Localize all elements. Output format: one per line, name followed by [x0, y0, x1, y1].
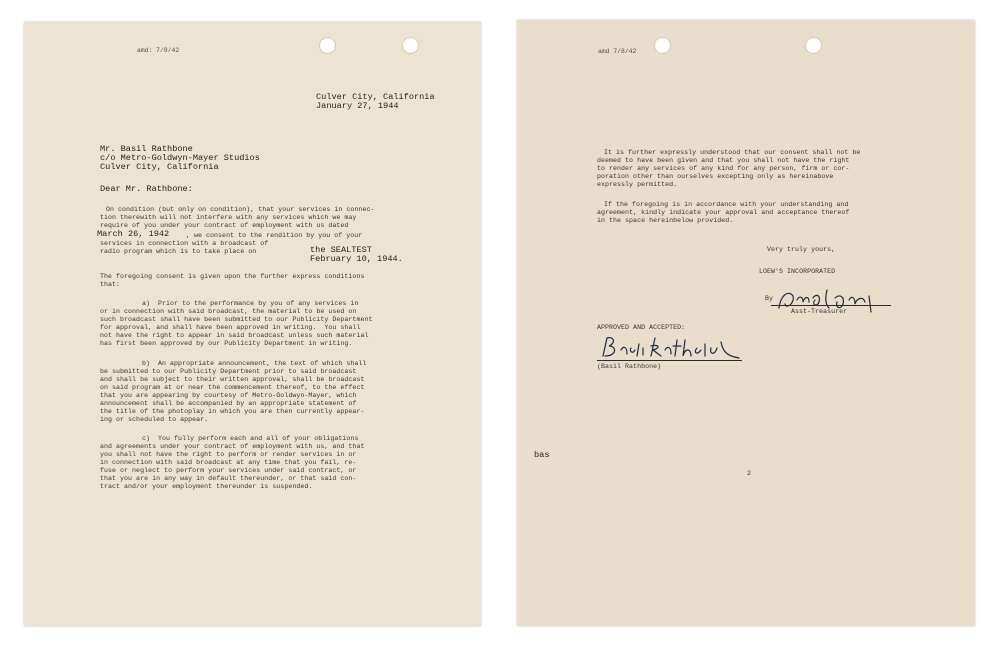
condition-a-line: has first been approved by our Publicity Department in writing.: [100, 340, 353, 347]
approved-label: APPROVED AND ACCEPTED:: [597, 324, 686, 331]
file-initials: amd 7/8/42: [598, 48, 637, 55]
para1-line: On condition (but only on condition), that your services in connec-: [106, 206, 375, 213]
letter-page-1: [24, 22, 481, 626]
by-label: By: [765, 295, 774, 302]
para1-line: poration other than ourselves excepting only as hereinabove: [597, 173, 834, 180]
acceptance-line: [597, 360, 742, 361]
broadcast-date: February 10, 1944.: [310, 254, 403, 264]
addressee-line: Mr. Basil Rathbone: [100, 144, 193, 154]
condition-a-line: a) Prior to the performance by you of any services in: [142, 300, 359, 307]
para2-line: that:: [100, 281, 121, 288]
page-number: 2: [747, 470, 752, 477]
para1-line: It is further expressly understood that our consent shall not be: [604, 149, 861, 156]
punch-hole: [805, 37, 822, 54]
signer-title: Asst-Treasurer: [791, 308, 848, 315]
signature-line: [771, 305, 891, 306]
condition-b-line: on said program at or near the commencement thereof, to the effect: [100, 384, 365, 391]
salutation: Dear Mr. Rathbone:: [100, 184, 193, 194]
condition-a-line: or in connection with said broadcast, the material to be used on: [100, 308, 357, 315]
condition-c-line: in connection with said broadcast at any time that you fail, re-: [100, 459, 357, 466]
condition-b-line: be submitted to our Publicity Department prior to said broadcast: [100, 368, 357, 375]
para1-line: tion therewith will not interfere with any services which we may: [100, 214, 357, 221]
punch-hole: [402, 37, 419, 54]
contract-date: March 26, 1942: [97, 229, 170, 239]
condition-a-line: for approval, and shall have been approved in writing. You shall: [100, 324, 361, 331]
condition-c-line: fuse or neglect to perform your services under said contract, or: [100, 467, 357, 474]
punch-hole: [654, 37, 671, 54]
letter-date: January 27, 1944: [316, 101, 399, 111]
file-initials: amd: 7/8/42: [137, 47, 180, 54]
condition-c-line: that you are in any way in default thereunder, or that said con-: [100, 475, 357, 482]
letter-page-2: [517, 20, 975, 626]
place-line: Culver City, California: [316, 92, 435, 102]
punch-hole: [319, 37, 336, 54]
addressee-line: Culver City, California: [100, 162, 219, 172]
para1-line: radio program which is to take place on: [100, 248, 257, 255]
condition-c-line: you shall not have the right to perform or render services in or: [100, 451, 357, 458]
closing: Very truly yours,: [767, 246, 836, 253]
typist-initials: bas: [534, 450, 550, 460]
condition-a-line: such broadcast shall have been submitted to our Publicity Department: [100, 316, 373, 323]
para2-line: agreement, kindly indicate your approval and acceptance thereof: [597, 209, 850, 216]
para1-line: deemed to have been given and that you shall not have the right: [597, 157, 850, 164]
para1-line: services in connection with a broadcast of: [100, 240, 269, 247]
company-signature: [775, 282, 885, 322]
condition-c-line: c) You fully perform each and all of your obligations: [142, 435, 359, 442]
condition-c-line: tract and/or your employment thereunder is suspended.: [100, 483, 313, 490]
para1-line: expressly permitted.: [597, 181, 678, 188]
condition-a-line: not have the right to appear in said broadcast unless such material: [100, 332, 369, 339]
condition-b-line: the title of the photoplay in which you are then currently appear-: [100, 408, 365, 415]
condition-b-line: b) An appropriate announcement, the text of which shall: [142, 360, 367, 367]
condition-b-line: ing or scheduled to appear.: [100, 416, 209, 423]
para1-line: to render any services of any kind for any person, firm or cor-: [597, 165, 850, 172]
para2-line: in the space hereinbelow provided.: [597, 217, 734, 224]
condition-b-line: and shall be subject to their written approval, shall be broadcast: [100, 376, 365, 383]
company-name: LOEW'S INCORPORATED: [759, 268, 836, 275]
para1-line: , we consent to the rendition by you of your: [186, 232, 363, 239]
condition-c-line: and agreements under your contract of employment with us, and that: [100, 443, 365, 450]
addressee-line: c/o Metro-Goldwyn-Mayer Studios: [100, 153, 260, 163]
condition-b-line: announcement shall be accompanied by an appropriate statement of: [100, 400, 357, 407]
signer-name: (Basil Rathbone): [597, 363, 662, 370]
condition-b-line: that you are appearing by courtesy of Metro-Goldwyn-Mayer, which: [100, 392, 357, 399]
para2-line: If the foregoing is in accordance with your understanding and: [604, 201, 849, 208]
program-name: the SEALTEST: [310, 245, 372, 255]
para1-line: require of you under your contract of employment with us dated: [100, 222, 349, 229]
para2-line: The foregoing consent is given upon the further express conditions: [100, 273, 365, 280]
